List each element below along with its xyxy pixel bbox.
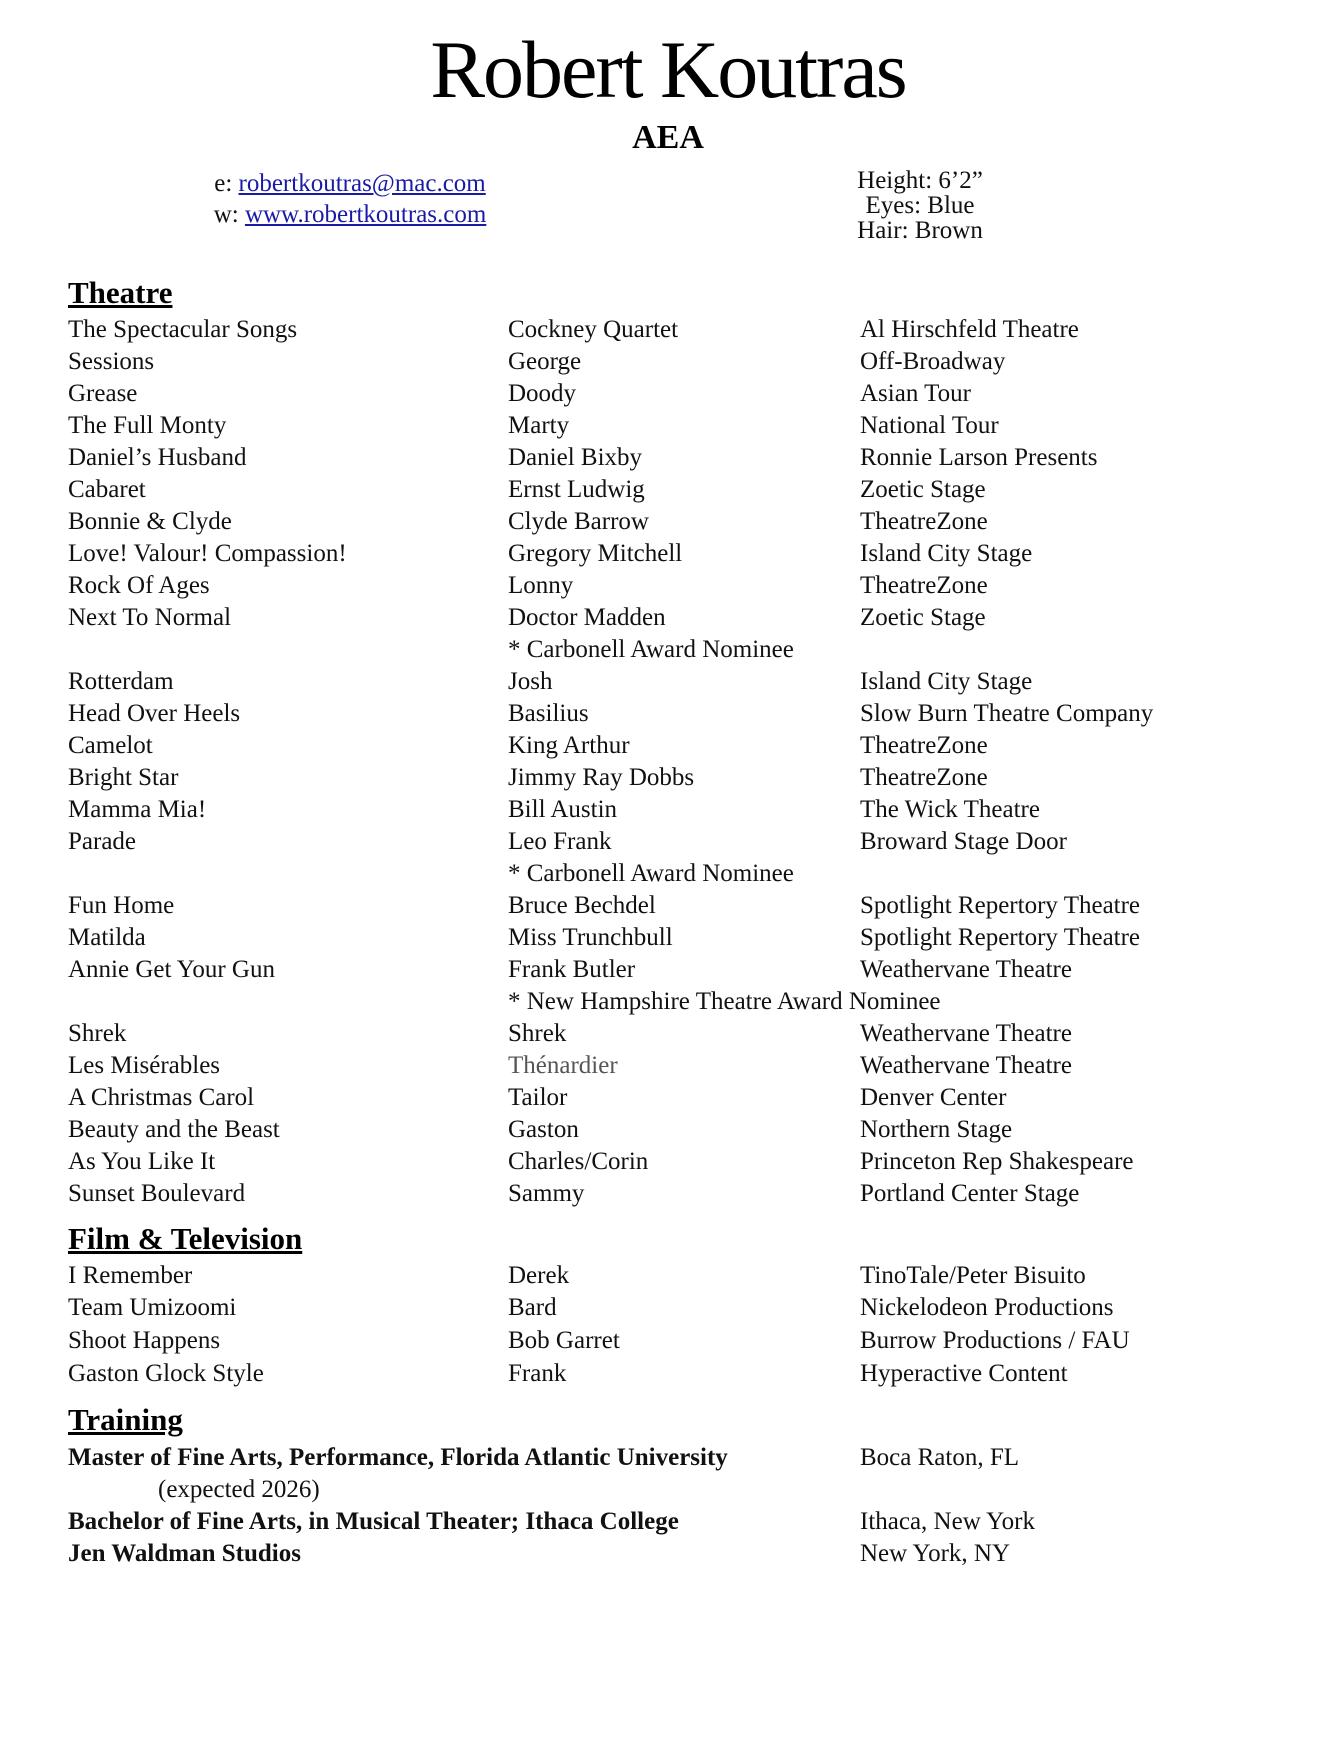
credit-row [0,826,1336,858]
credit-row [0,1114,1336,1146]
training-program: Jen Waldman Studios [68,1540,301,1567]
credit-role: Sammy [508,1180,585,1207]
eyes-stat: Eyes: Blue [865,192,975,219]
credit-role: Bill Austin [508,796,618,823]
credit-show: Head Over Heels [68,700,241,727]
credit-role: King Arthur [508,732,630,759]
credit-row [0,1146,1336,1178]
credit-role: Gregory Mitchell [508,540,683,567]
credit-row [0,954,1336,986]
resume-name: Robert Koutras [430,24,906,115]
credit-show: Love! Valour! Compassion! [68,540,347,567]
credit-row [0,1082,1336,1114]
credit-venue: Broward Stage Door [860,828,1067,855]
credit-show: Mamma Mia! [68,796,207,823]
credit-role: Shrek [508,1020,567,1047]
website-prefix: w: [213,201,245,228]
credit-row [0,474,1336,506]
award-note [0,986,1336,1018]
email-link[interactable]: robertkoutras@mac.com [238,170,486,197]
credit-role: Charles/Corin [508,1148,649,1175]
credit-show: Parade [68,828,137,855]
credit-role: Tailor [508,1084,568,1111]
credit-role: Clyde Barrow [508,508,649,535]
credit-venue: Island City Stage [860,540,1033,567]
credit-role: Cockney Quartet [508,316,679,343]
credit-venue: Ronnie Larson Presents [860,444,1098,471]
height-stat: Height: 6’2” [857,167,983,194]
credit-row [0,890,1336,922]
credit-role: Bruce Bechdel [508,892,656,919]
website-line [140,199,560,230]
credit-title: Team Umizoomi [68,1294,237,1321]
credit-production: Nickelodeon Productions [860,1294,1114,1321]
training-row [0,1506,1336,1538]
credit-show: Bright Star [68,764,179,791]
credit-row [0,346,1336,378]
credit-role: Bard [508,1294,557,1321]
training-location: Ithaca, New York [860,1508,1035,1535]
credit-row [0,730,1336,762]
credit-show: Bonnie & Clyde [68,508,232,535]
credit-venue: TheatreZone [860,764,988,791]
website-link[interactable]: www.robertkoutras.com [244,201,487,228]
credit-row [0,314,1336,346]
training-note-row [0,1474,1336,1506]
credit-role: Doody [508,380,577,407]
training-program: Bachelor of Fine Arts, in Musical Theater; Ithaca College [68,1508,679,1535]
credit-venue: Northern Stage [860,1116,1013,1143]
credit-row [0,1018,1336,1050]
contact-block [140,168,560,230]
credit-role: Doctor Madden [508,604,666,631]
credit-show: Fun Home [68,892,175,919]
credit-row [0,762,1336,794]
award-note [0,634,1336,666]
credit-role: Jimmy Ray Dobbs [508,764,695,791]
email-prefix: e: [214,170,239,197]
credit-row [0,1325,1336,1357]
credit-row [0,538,1336,570]
union-affiliation: AEA [632,119,704,156]
credit-role: Ernst Ludwig [508,476,645,503]
credit-show: Next To Normal [68,604,232,631]
credit-show: Camelot [68,732,153,759]
credit-venue: Weathervane Theatre [860,1052,1072,1079]
email-line [140,168,560,199]
credit-title: I Remember [68,1262,193,1289]
training-location: New York, NY [860,1540,1011,1567]
credit-role: Josh [508,668,553,695]
credit-show: Annie Get Your Gun [68,956,275,983]
credit-venue: National Tour [860,412,999,439]
credit-role: Miss Trunchbull [508,924,673,951]
credit-row [0,602,1336,634]
credit-venue: TheatreZone [860,508,988,535]
credit-venue: Princeton Rep Shakespeare [860,1148,1134,1175]
award-note-text: * Carbonell Award Nominee [508,636,794,663]
credit-row [0,410,1336,442]
award-note-text: * Carbonell Award Nominee [508,860,794,887]
credit-role: Thénardier [508,1052,618,1079]
credit-row [0,1358,1336,1390]
credit-show: Shrek [68,1020,127,1047]
credit-row [0,1050,1336,1082]
credit-show: As You Like It [68,1148,216,1175]
credit-row [0,442,1336,474]
credit-venue: Spotlight Repertory Theatre [860,924,1141,951]
credit-role: Frank [508,1360,567,1387]
training-location: Boca Raton, FL [860,1444,1020,1471]
training-row [0,1442,1336,1474]
credit-production: TinoTale/Peter Bisuito [860,1262,1086,1289]
credit-venue: Island City Stage [860,668,1033,695]
training-heading: Training [68,1402,183,1437]
credit-role: Daniel Bixby [508,444,643,471]
credit-venue: Zoetic Stage [860,604,986,631]
credit-show: The Spectacular Songs [68,316,298,343]
credit-venue: Denver Center [860,1084,1007,1111]
credit-row [0,1292,1336,1324]
credit-show: Sessions [68,348,155,375]
credit-show: Rock Of Ages [68,572,210,599]
credit-row [0,922,1336,954]
credit-venue: Portland Center Stage [860,1180,1080,1207]
credit-show: A Christmas Carol [68,1084,255,1111]
physical-stats [800,168,1040,243]
credit-show: Beauty and the Beast [68,1116,280,1143]
credit-row [0,1178,1336,1210]
credit-show: Matilda [68,924,146,951]
credit-row [0,506,1336,538]
credit-row [0,666,1336,698]
credit-role: Derek [508,1262,570,1289]
award-note [0,858,1336,890]
credit-venue: Off-Broadway [860,348,1006,375]
credit-show: Sunset Boulevard [68,1180,246,1207]
credit-role: Basilius [508,700,589,727]
credit-show: Les Misérables [68,1052,221,1079]
credit-role: Marty [508,412,570,439]
credit-show: Grease [68,380,138,407]
training-program: Master of Fine Arts, Performance, Florida Atlantic University [68,1444,728,1471]
credit-production: Hyperactive Content [860,1360,1068,1387]
credit-venue: Asian Tour [860,380,971,407]
credit-role: Lonny [508,572,574,599]
film-heading: Film & Television [68,1221,303,1256]
training-note: (expected 2026) [158,1476,320,1503]
credit-venue: TheatreZone [860,572,988,599]
credit-role: Bob Garret [508,1327,620,1354]
credit-show: Daniel’s Husband [68,444,247,471]
credit-venue: Spotlight Repertory Theatre [860,892,1141,919]
credit-production: Burrow Productions / FAU [860,1327,1130,1354]
credit-title: Shoot Happens [68,1327,221,1354]
credit-venue: Weathervane Theatre [860,956,1072,983]
credit-venue: Slow Burn Theatre Company [860,700,1154,727]
training-row [0,1538,1336,1570]
credit-show: Rotterdam [68,668,174,695]
credit-venue: The Wick Theatre [860,796,1040,823]
credit-show: Cabaret [68,476,146,503]
credit-title: Gaston Glock Style [68,1360,264,1387]
award-note-text: * New Hampshire Theatre Award Nominee [508,988,941,1015]
credit-row [0,794,1336,826]
credit-venue: Weathervane Theatre [860,1020,1072,1047]
credit-venue: Al Hirschfeld Theatre [860,316,1079,343]
credit-venue: TheatreZone [860,732,988,759]
credit-row [0,1260,1336,1292]
credit-row [0,378,1336,410]
hair-stat: Hair: Brown [857,217,983,244]
credit-role: Leo Frank [508,828,612,855]
credit-role: Frank Butler [508,956,636,983]
credit-row [0,570,1336,602]
credit-venue: Zoetic Stage [860,476,986,503]
credit-role: Gaston [508,1116,579,1143]
credit-role: George [508,348,582,375]
credit-row [0,698,1336,730]
credit-show: The Full Monty [68,412,227,439]
theatre-heading: Theatre [68,275,173,310]
